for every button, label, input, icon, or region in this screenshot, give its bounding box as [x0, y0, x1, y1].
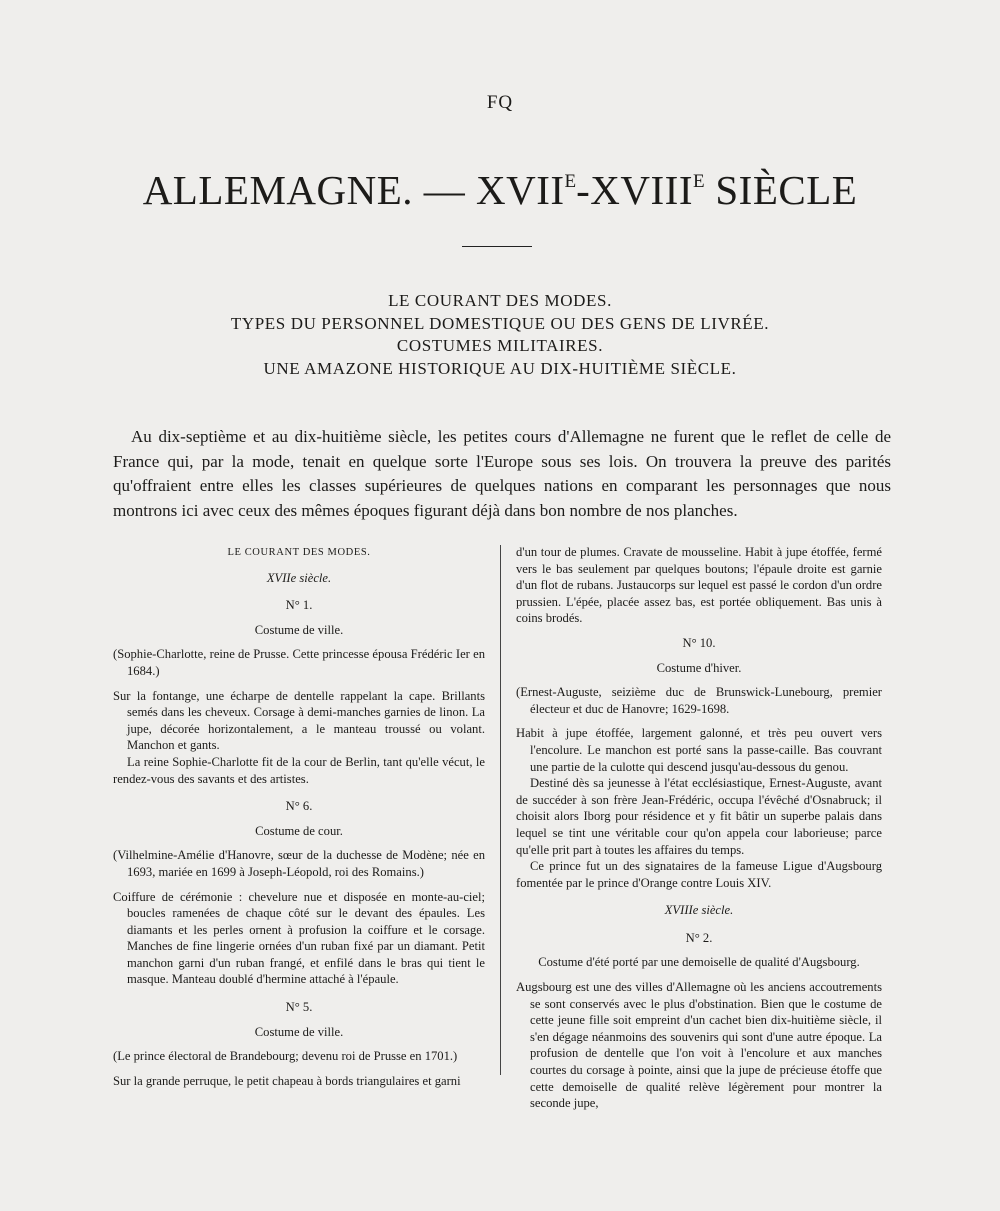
entry-note: Ce prince fut un des signataires de la fameuse Ligue d'Augsbourg fomentée par le prince d'Orange contre Louis XIV.	[516, 859, 882, 890]
entry-number: N° 10.	[682, 635, 716, 650]
subtitle-line: TYPES DU PERSONNEL DOMESTIQUE OU DES GENS DE LIVRÉE.	[230, 313, 770, 333]
entry-note: Destiné dès sa jeunesse à l'état ecclésiastique, Ernest-Auguste, avant de succéder à son frère Jean-Frédéric, occupa l'évêché d'Osnabruck; il choisit alors Iborg pour résidence et y fit bâtir un superbe palais dans lequel se tint une véritable cour qu'on appela cour laborieuse; parce qu'elle prit part à toutes les affaires du temps.	[516, 776, 882, 857]
intro-paragraph: Au dix-septième et au dix-huitième siècle, les petites cours d'Allemagne ne furent que le reflet de celle de France qui, par la mode, tenait en quelque sorte l'Europe sous ses lois. On trouvera la preuve des parités qu'offraient entre elles les classes supérieures de quelques nations en comparant les personnages que nous montrons ici avec ceux des mêmes époques figurant déjà dans bon nombre de nos planches.	[113, 427, 891, 520]
entry-number: N° 2.	[685, 930, 713, 945]
entry-title: Costume d'été porté par une demoiselle de qualité d'Augsbourg.	[538, 955, 860, 970]
subtitle-line: COSTUMES MILITAIRES.	[396, 336, 604, 355]
entry-person: (Le prince électoral de Brandebourg; devenu roi de Prusse en 1701.)	[113, 1049, 458, 1064]
right-column	[516, 544, 882, 1112]
entry-number: N° 6.	[285, 799, 313, 814]
title-suffix: SIÈCLE	[704, 167, 858, 213]
left-column	[113, 545, 485, 1089]
page-title	[0, 166, 1000, 214]
entry-person: (Sophie-Charlotte, reine de Prusse. Cette princesse épousa Frédéric Ier en 1684.)	[113, 647, 485, 678]
century-heading: XVIIe siècle.	[266, 570, 332, 585]
entry-title: Costume de ville.	[254, 622, 344, 637]
plate-mark: FQ	[486, 92, 514, 113]
subtitle-line: UNE AMAZONE HISTORIQUE AU DIX-HUITIÈME SIÈCLE.	[263, 358, 737, 378]
entry-description: Sur la grande perruque, le petit chapeau à bords triangulaires et garni	[113, 1073, 461, 1088]
entry-title: Costume de cour.	[255, 823, 343, 838]
continued-text: d'un tour de plumes. Cravate de mousseline. Habit à jupe étoffée, fermé vers le bas seulement par quelques boutons; l'épaule droite est garnie d'un flot de rubans. Justaucorps sur lequel est passé le cordon d'un ordre prussien. L'épée, placée assez bas, est portée obliquement. Bas unis à coins brodés.	[516, 545, 882, 626]
entry-description: Sur la fontange, une écharpe de dentelle rappelant la cape. Brillants semés dans les cheveux. Corsage à demi-manches garnies de linon. La jupe, décorée horizontalement, a le manteau troussé ou volant. Manchon et gants.	[113, 688, 485, 753]
section-heading: LE COURANT DES MODES.	[227, 547, 371, 558]
entry-title: Costume de ville.	[254, 1024, 344, 1039]
entry-person: (Ernest-Auguste, seizième duc de Brunswick-Lunebourg, premier électeur et duc de Hanovre; 1629-1698.	[516, 685, 882, 716]
entry-number: N° 5.	[285, 1000, 313, 1015]
entry-title: Costume d'hiver.	[656, 660, 742, 675]
subtitle-block	[0, 290, 1000, 380]
entry-description: Coiffure de cérémonie : chevelure nue et disposée en monte-au-ciel; boucles ramenées de chaque côté sur le devant des épaules. Les diamants et les perles ornent à profusion la coiffure et le corsage. Manches de fine lingerie ornées d'un ruban fixé par un diamant. Petit manchon garni d'un ruban frangé, et enfilé dans le bras qui tient le masque. Manteau doublé d'hermine attaché à l'épaule.	[113, 889, 485, 987]
title-middle: -XVIII	[576, 167, 693, 213]
title-superscript-2: E	[693, 171, 705, 192]
entry-note: La reine Sophie-Charlotte fit de la cour de Berlin, tant qu'elle vécut, le rendez-vous des savants et des artistes.	[113, 754, 485, 786]
title-rule	[462, 246, 532, 247]
entry-description: Augsbourg est une des villes d'Allemagne où les anciens accoutrements se sont conservés avec le plus d'obstination. Bien que le costume de cette jeune fille soit empreint d'un cachet bien dix-huitième siècle, il s'en dégage néanmoins des souvenirs qui sont d'une autre époque. La profusion de dentelle que l'on voit à l'encolure et aux manches courtes du corsage à pointe, ainsi que la jupe de précieuse étoffe que cette demoiselle de qualité relève légèrement pour montrer la seconde jupe,	[516, 980, 882, 1111]
title-prefix: ALLEMAGNE. — XVII	[142, 167, 565, 213]
title-superscript-1: E	[564, 171, 577, 192]
column-divider	[500, 545, 501, 1075]
century-heading: XVIIIe siècle.	[664, 903, 734, 918]
entry-description: Habit à jupe étoffée, largement galonné, et très peu ouvert vers l'encolure. Le manchon est porté sans la passe-caille. Bas couvrant une partie de la culotte qui descend jusqu'au-dessous du genou.	[516, 726, 882, 774]
entry-number: N° 1.	[285, 598, 313, 613]
entry-person: (Vilhelmine-Amélie d'Hanovre, sœur de la duchesse de Modène; née en 1693, mariée en 1699 à Joseph-Léopold, roi des Romains.)	[113, 848, 485, 879]
subtitle-line: LE COURANT DES MODES.	[388, 291, 612, 310]
